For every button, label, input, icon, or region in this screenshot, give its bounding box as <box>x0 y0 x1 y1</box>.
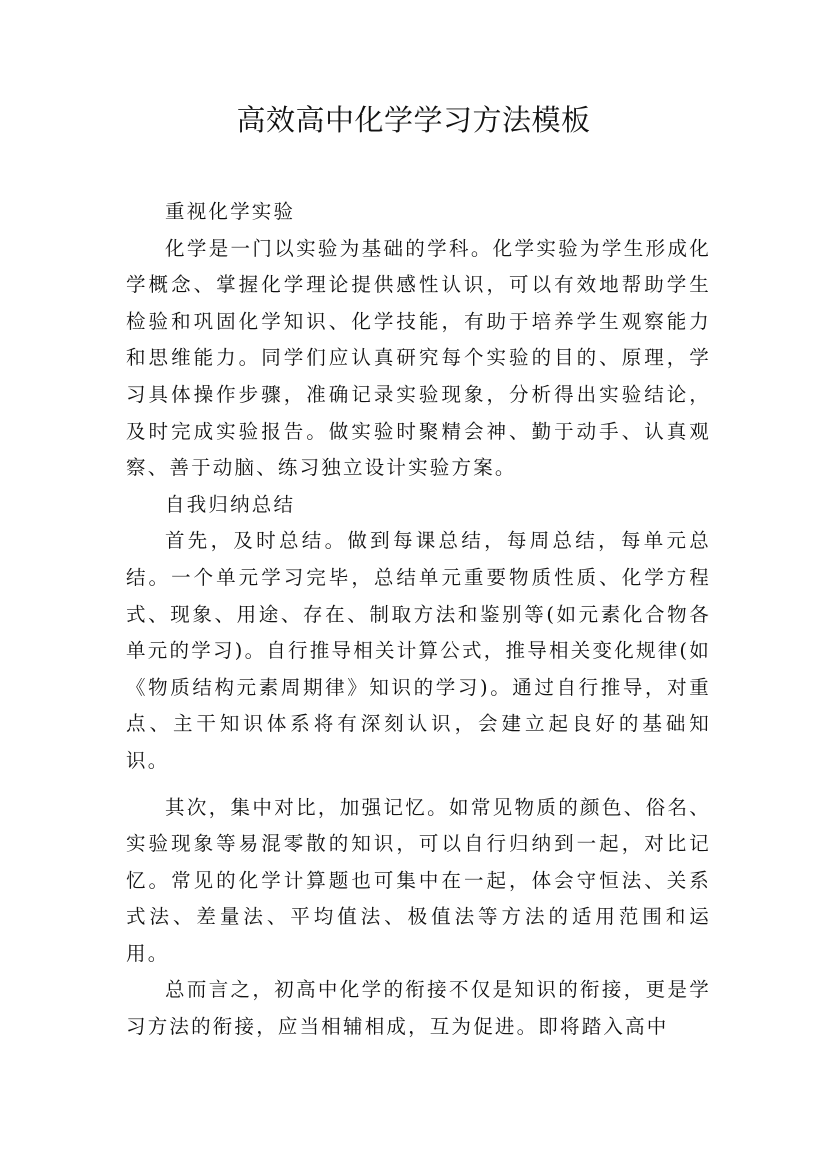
document-body <box>126 194 711 1046</box>
paragraph-conclusion: 总而言之，初高中化学的衔接不仅是知识的衔接，更是学习方法的衔接，应当相辅相成，互为促进。即将踏入高中 <box>126 978 711 1039</box>
paragraph-comparison-memory: 其次，集中对比，加强记忆。如常见物质的颜色、俗名、实验现象等易混零散的知识，可以自行归纳到一起，对比记忆。常见的化学计算题也可集中在一起，体会守恒法、关系式法、差量法、平均值法、极值法等方法的适用范围和运用。 <box>126 795 711 965</box>
section-heading-summary: 自我归纳总结 <box>165 492 296 516</box>
paragraph-experiments: 化学是一门以实验为基础的学科。化学实验为学生形成化学概念、掌握化学理论提供感性认识，可以有效地帮助学生检验和巩固化学知识、化学技能，有助于培养学生观察能力和思维能力。同学们应认真研究每个实验的目的、原理，学习具体操作步骤，准确记录实验现象，分析得出实验结论，及时完成实验报告。做实验时聚精会神、勤于动手、认真观察、善于动脑、练习独立设计实验方案。 <box>126 236 711 480</box>
document-title: 高效高中化学学习方法模板 <box>236 103 591 137</box>
paragraph-timely-summary: 首先，及时总结。做到每课总结，每周总结，每单元总结。一个单元学习完毕，总结单元重要物质性质、化学方程式、现象、用途、存在、制取方法和鉴别等(如元素化合物各单元的学习)。自行推导相关计算公式，推导相关变化规律(如《物质结构元素周期律》知识的学习)。通过自行推导，对重点、主干知识体系将有深刻认识，会建立起良好的基础知识。 <box>126 529 711 772</box>
section-heading-experiments: 重视化学实验 <box>165 200 296 223</box>
paragraph-gap <box>126 780 711 790</box>
